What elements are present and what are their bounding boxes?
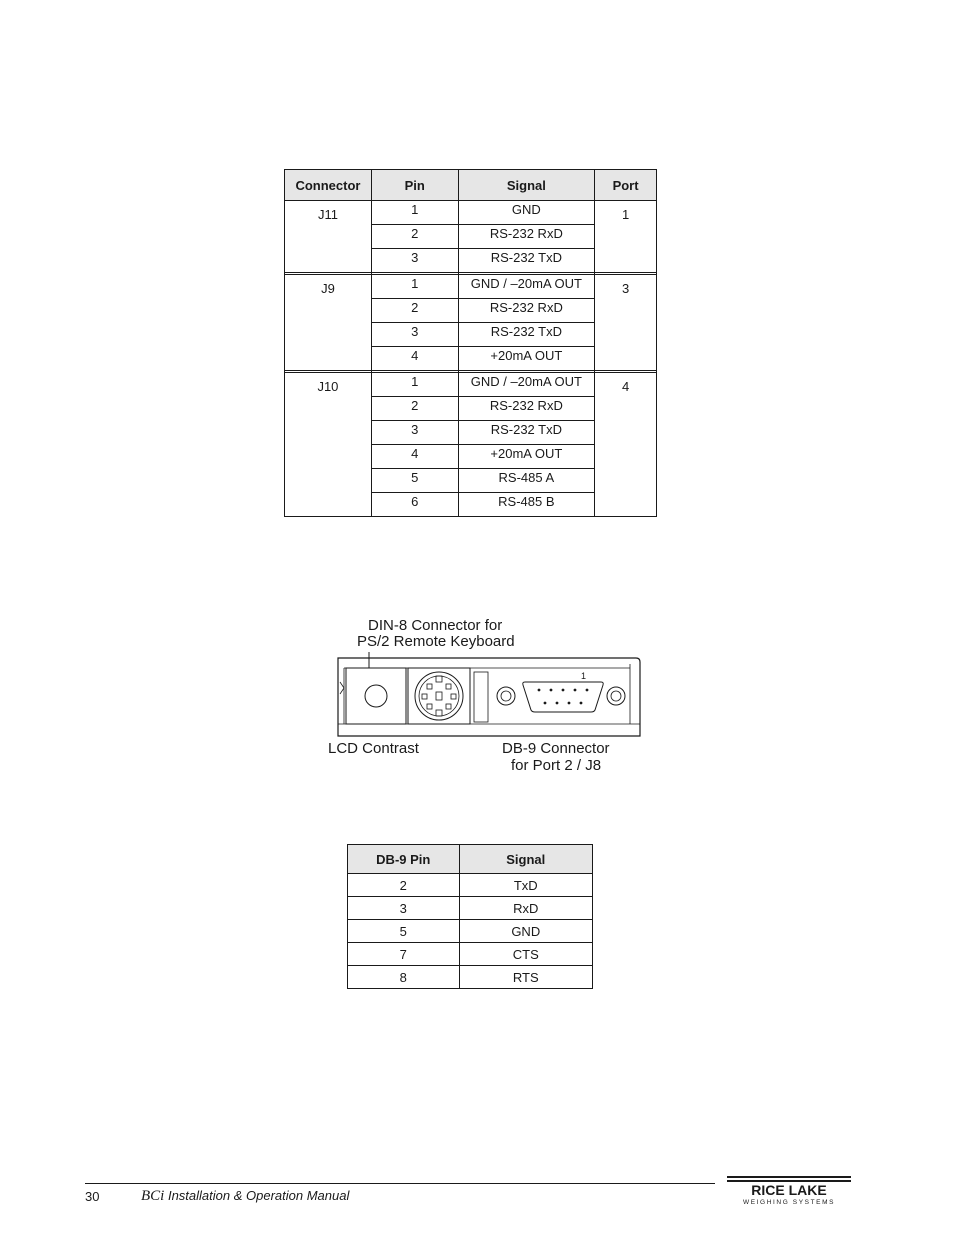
signal-cell: RS-485 B bbox=[458, 493, 595, 517]
table-row bbox=[348, 943, 593, 966]
din-label-line2: PS/2 Remote Keyboard bbox=[357, 633, 515, 650]
din-label-line1: DIN-8 Connector for bbox=[368, 617, 503, 634]
signal-cell: RS-232 RxD bbox=[458, 225, 595, 249]
db9-label-line1: DB-9 Connector bbox=[502, 740, 610, 757]
db9-pinout-table bbox=[347, 844, 593, 989]
signal-cell: RS-232 TxD bbox=[458, 421, 595, 445]
table-row bbox=[348, 874, 593, 897]
table-row bbox=[285, 275, 657, 299]
signal-cell: RxD bbox=[459, 897, 592, 920]
pin-cell: 5 bbox=[371, 469, 458, 493]
logo-wordmark: RICE LAKE bbox=[751, 1182, 827, 1198]
footer-rule bbox=[85, 1183, 715, 1184]
pin-cell: 6 bbox=[371, 493, 458, 517]
connector-cell: J9 bbox=[285, 275, 372, 371]
page-number: 30 bbox=[85, 1189, 100, 1204]
pin-cell: 3 bbox=[371, 249, 458, 273]
signal-cell: RS-232 RxD bbox=[458, 299, 595, 323]
pin-cell: 3 bbox=[371, 323, 458, 347]
pin-cell: 4 bbox=[371, 347, 458, 371]
table-row bbox=[348, 966, 593, 989]
signal-cell: CTS bbox=[459, 943, 592, 966]
din8-connector bbox=[408, 668, 470, 724]
pin-cell: 1 bbox=[371, 201, 458, 225]
header-connector: Connector bbox=[285, 170, 372, 201]
table-row bbox=[348, 920, 593, 943]
pin-cell: 3 bbox=[348, 897, 460, 920]
table-row bbox=[285, 201, 657, 225]
connector-pinout-table bbox=[284, 169, 657, 517]
pin-cell: 4 bbox=[371, 445, 458, 469]
port-cell: 3 bbox=[595, 275, 657, 371]
pin-cell: 2 bbox=[371, 225, 458, 249]
rear-panel-connector-figure bbox=[320, 612, 650, 782]
pin-cell: 2 bbox=[348, 874, 460, 897]
db9-label-line2: for Port 2 / J8 bbox=[511, 757, 602, 774]
manual-brand: BCi bbox=[141, 1188, 165, 1204]
port-cell: 4 bbox=[595, 373, 657, 517]
rice-lake-logo bbox=[725, 1175, 853, 1207]
pin-cell: 8 bbox=[348, 966, 460, 989]
signal-cell: RS-232 RxD bbox=[458, 397, 595, 421]
signal-cell: GND / –20mA OUT bbox=[458, 373, 595, 397]
pin-cell: 2 bbox=[371, 397, 458, 421]
table-header-row bbox=[348, 845, 593, 874]
pin-cell: 3 bbox=[371, 421, 458, 445]
header-signal: Signal bbox=[458, 170, 595, 201]
signal-cell: RTS bbox=[459, 966, 592, 989]
connector-cell: J11 bbox=[285, 201, 372, 273]
signal-cell: GND / –20mA OUT bbox=[458, 275, 595, 299]
pin-cell: 1 bbox=[371, 373, 458, 397]
signal-cell: RS-485 A bbox=[458, 469, 595, 493]
signal-cell: GND bbox=[458, 201, 595, 225]
header-port: Port bbox=[595, 170, 657, 201]
pin-cell: 2 bbox=[371, 299, 458, 323]
signal-cell: RS-232 TxD bbox=[458, 323, 595, 347]
pin-cell: 7 bbox=[348, 943, 460, 966]
pin-cell: 1 bbox=[371, 275, 458, 299]
manual-title-text: Installation & Operation Manual bbox=[167, 1188, 350, 1203]
signal-cell: +20mA OUT bbox=[458, 347, 595, 371]
pin-cell: 5 bbox=[348, 920, 460, 943]
signal-cell: +20mA OUT bbox=[458, 445, 595, 469]
header-db9-pin: DB-9 Pin bbox=[348, 845, 460, 874]
signal-cell: TxD bbox=[459, 874, 592, 897]
db9-connector bbox=[497, 682, 625, 712]
db9-pin1-marker: 1 bbox=[581, 671, 587, 681]
header-signal: Signal bbox=[459, 845, 592, 874]
table-row bbox=[348, 897, 593, 920]
table-row bbox=[285, 373, 657, 397]
signal-cell: RS-232 TxD bbox=[458, 249, 595, 273]
logo-tagline: WEIGHING SYSTEMS bbox=[742, 1199, 836, 1206]
manual-title bbox=[141, 1188, 349, 1205]
port-cell: 1 bbox=[595, 201, 657, 273]
connector-cell: J10 bbox=[285, 373, 372, 517]
lcd-contrast-knob bbox=[346, 668, 406, 724]
header-pin: Pin bbox=[371, 170, 458, 201]
lcd-contrast-label: LCD Contrast bbox=[328, 740, 419, 757]
signal-cell: GND bbox=[459, 920, 592, 943]
table-header-row bbox=[285, 170, 657, 201]
